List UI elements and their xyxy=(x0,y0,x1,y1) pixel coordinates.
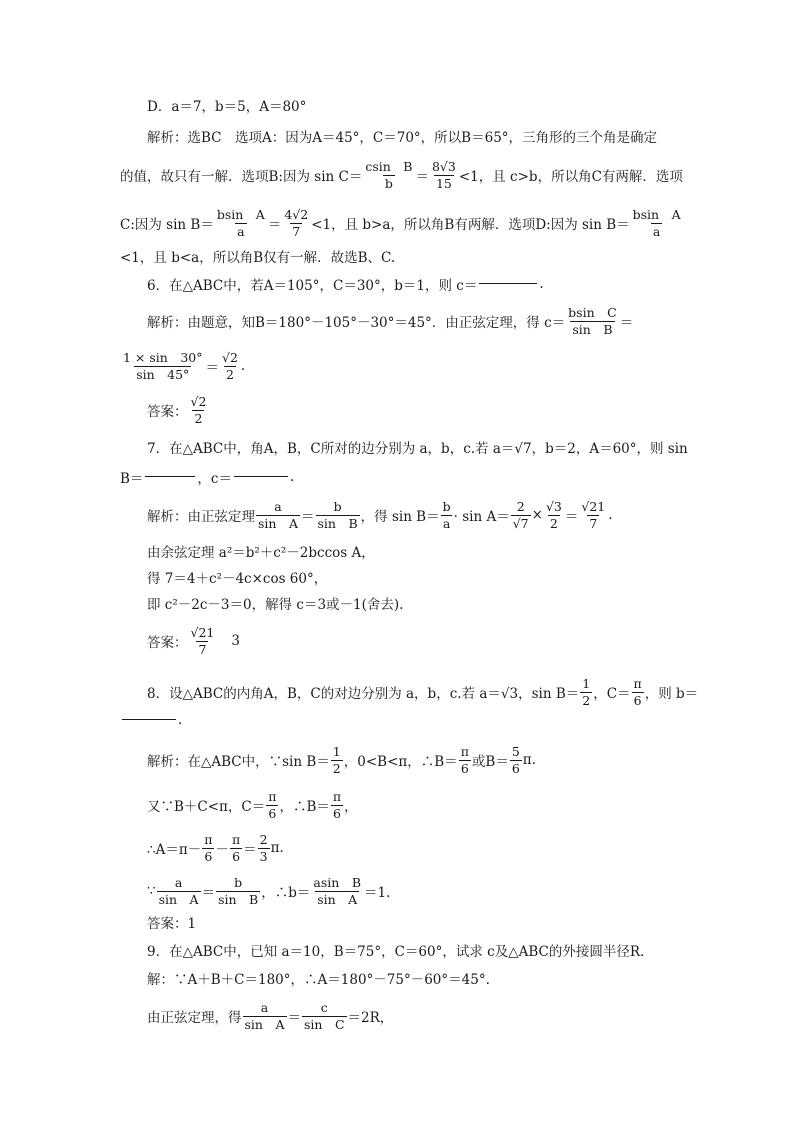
text-l21_f3_num: 2 xyxy=(259,832,268,847)
text-l12e: . xyxy=(608,507,613,524)
text-line xyxy=(147,500,676,531)
answer-blank xyxy=(122,718,176,720)
text-l12_eq1: ＝ xyxy=(301,509,315,526)
text-l16_f_den: 7 xyxy=(198,641,207,657)
text-l7b: ＝ xyxy=(619,315,634,332)
text-l22_f1_num: a xyxy=(174,875,183,890)
answer-blank xyxy=(479,282,537,284)
text-l8e: . xyxy=(240,358,246,375)
text-line xyxy=(120,467,676,487)
text-l3_f2_num: 8√3 xyxy=(431,159,456,174)
text-l3a: 的值，故只有一解．选项B:因为 sin C＝ xyxy=(120,169,363,186)
text-line xyxy=(120,712,676,728)
text-l2: 解析：选BC 选项A：因为A＝45°，C＝70°，所以B＝65°，三角形的三个角是确定 xyxy=(147,130,658,146)
text-l19a: 解析：在△ABC中，∵sin B＝ xyxy=(147,754,330,771)
text-l9_f_num: √2 xyxy=(190,394,207,409)
text-line xyxy=(120,159,683,191)
text-l9a: 答案： xyxy=(147,404,188,421)
text-l4_f1_den: a xyxy=(237,223,245,239)
text-l21b: － xyxy=(215,842,229,859)
text-l20a: 又∵B＋C<π，C＝ xyxy=(147,799,266,816)
fraction xyxy=(430,160,458,191)
text-l12_f4_den: √7 xyxy=(512,515,529,531)
text-l22_f1_den: sin A xyxy=(158,891,199,907)
text-l12_f6_num: √21 xyxy=(581,499,606,514)
fraction xyxy=(202,833,214,864)
text-l3_eq: ＝ xyxy=(415,169,429,186)
text-l26_f2_num: c xyxy=(320,1000,328,1015)
fraction xyxy=(631,208,683,239)
text-line xyxy=(147,541,676,561)
fraction xyxy=(302,1001,347,1032)
text-l20c: ， xyxy=(344,799,358,816)
text-line xyxy=(147,95,676,115)
text-l12_f3_num: b xyxy=(442,499,451,514)
text-l12_f5_num: √3 xyxy=(545,499,562,514)
text-l18e: . xyxy=(178,712,183,728)
fraction xyxy=(316,500,360,531)
text-line xyxy=(147,274,676,294)
text-l26a: 由正弦定理，得 xyxy=(147,1010,242,1027)
fraction xyxy=(258,833,270,864)
text-l22_f2_den: sin B xyxy=(218,891,259,907)
text-l19b: ，0<B<π，∴B＝ xyxy=(343,754,458,771)
fraction xyxy=(566,306,619,337)
text-l3b: <1，且 c>b，所以角C有两解．选项 xyxy=(458,169,683,186)
text-l12_f4_num: 2 xyxy=(516,499,525,514)
text-l22_f2_num: b xyxy=(234,875,243,890)
text-line xyxy=(147,126,676,146)
text-l11c: . xyxy=(289,469,295,485)
text-l21_f1_den: 6 xyxy=(204,848,213,864)
text-l22_f3_den: sin A xyxy=(317,891,358,907)
fraction xyxy=(282,208,310,239)
text-l17a: 8．设△ABC的内角A，B，C的对边分别为 a，b，c.若 a＝√3，sin B＝ xyxy=(147,686,580,703)
text-l17_f1_den: 2 xyxy=(582,692,591,708)
fraction xyxy=(189,626,217,657)
fraction xyxy=(220,351,240,382)
text-l3_f1_num: csin B xyxy=(365,159,413,174)
answer-blank xyxy=(145,475,195,477)
text-l22_f3_num: asin B xyxy=(313,875,362,890)
text-l23: 答案：1 xyxy=(147,916,197,932)
text-l5: <1，且 b<a，所以角B仅有一解．故选B、C. xyxy=(120,250,396,266)
fraction xyxy=(580,677,592,708)
text-l7_f_num: bsin C xyxy=(568,305,617,320)
text-l4_f3_num: bsin A xyxy=(632,207,681,222)
text-l3_f1_den: b xyxy=(384,175,393,191)
text-l20b: ，∴B＝ xyxy=(279,799,330,816)
fraction xyxy=(215,208,267,239)
text-l26_f1_num: a xyxy=(260,1000,269,1015)
text-l17_f1_num: 1 xyxy=(582,676,591,691)
text-line xyxy=(147,676,699,708)
text-l25: 解：∵A＋B＋C＝180°，∴A＝180°－75°－60°＝45°. xyxy=(147,972,490,988)
text-l3_f2_den: 15 xyxy=(435,175,452,191)
text-l19_f2_num: π xyxy=(460,744,469,759)
text-l12_f6_den: 7 xyxy=(589,515,598,531)
fraction xyxy=(579,500,607,531)
text-l4_f1_num: bsin A xyxy=(216,207,265,222)
text-l22b: ，∴b＝ xyxy=(261,885,311,902)
text-l26_f1_den: sin A xyxy=(244,1016,285,1032)
text-line xyxy=(147,437,688,457)
text-line xyxy=(147,626,676,657)
text-l9_f_den: 2 xyxy=(194,410,203,426)
text-l4b: <1，且 b>a，所以角B有两解．选项D:因为 sin B＝ xyxy=(311,217,630,234)
fraction xyxy=(230,833,242,864)
text-l4_f2_num: 4√2 xyxy=(284,207,309,222)
text-l19_f3_num: 5 xyxy=(511,744,520,759)
text-l20_f2_den: 6 xyxy=(333,805,341,821)
fraction xyxy=(256,500,300,531)
text-l7_f_den: sin B xyxy=(572,321,613,337)
text-l26b: ＝2R， xyxy=(347,1010,394,1027)
text-l19_f1_num: 1 xyxy=(332,744,341,759)
text-line xyxy=(147,790,676,821)
text-line xyxy=(120,207,681,239)
text-l21c: ＝ xyxy=(243,842,257,859)
fraction xyxy=(121,351,205,382)
fraction xyxy=(544,500,564,531)
text-l11a: B＝ xyxy=(120,471,144,487)
text-line xyxy=(147,567,676,587)
fraction xyxy=(331,790,343,821)
text-l21_f2_den: 6 xyxy=(232,848,241,864)
text-l6: 6．在△ABC中，若A＝105°，C＝30°，b＝1，则 c＝ xyxy=(147,278,478,294)
text-l11b: ，c＝ xyxy=(197,471,232,487)
text-line xyxy=(147,745,676,776)
text-l13: 由余弦定理 a²＝b²＋c²－2bccos A， xyxy=(147,545,375,561)
text-l19d: π. xyxy=(522,752,536,769)
text-l20_f1_den: 6 xyxy=(268,805,277,821)
text-line xyxy=(120,351,676,382)
text-l12c: · sin A＝ xyxy=(453,509,510,526)
fraction xyxy=(311,876,363,907)
text-l19_f2_den: 6 xyxy=(460,760,469,776)
text-l20_f1_num: π xyxy=(268,789,277,804)
answer-blank xyxy=(234,475,288,477)
text-l15: 即 c²－2c－3＝0，解得 c＝3或－1(舍去). xyxy=(147,597,404,613)
text-l22a: ∵ xyxy=(147,883,156,900)
text-line xyxy=(147,593,676,613)
text-l12_f2_num: b xyxy=(333,499,342,514)
fraction xyxy=(189,395,209,426)
text-l12_f2_den: sin B xyxy=(317,515,358,531)
fraction xyxy=(266,790,278,821)
text-l22_eq: ＝ xyxy=(201,885,216,902)
fraction xyxy=(441,500,453,531)
text-l7a: 解析：由题意，知B＝180°－105°－30°＝45°．由正弦定理，得 c＝ xyxy=(147,315,566,332)
fraction xyxy=(331,745,343,776)
text-l12_f1_den: sin A xyxy=(258,515,298,531)
fraction xyxy=(459,745,471,776)
text-line xyxy=(120,246,676,266)
fraction xyxy=(363,160,414,191)
text-l8_f2_num: √2 xyxy=(222,350,238,365)
text-l14: 得 7＝4＋c²－4c×cos 60°， xyxy=(147,571,328,587)
text-l12_f1_num: a xyxy=(274,499,282,514)
text-line xyxy=(147,306,676,337)
text-l16b: 3 xyxy=(231,633,240,650)
fraction xyxy=(216,876,260,907)
text-l16_f_num: √21 xyxy=(190,625,215,640)
text-l19_f1_den: 2 xyxy=(332,760,341,776)
text-l12_f3_den: a xyxy=(442,515,451,531)
text-l21_f1_num: π xyxy=(204,832,213,847)
text-line xyxy=(147,833,676,864)
fraction xyxy=(510,745,522,776)
text-line xyxy=(147,876,676,907)
text-l17_f2_den: 6 xyxy=(633,692,642,708)
fraction xyxy=(632,677,644,708)
text-line xyxy=(147,940,676,960)
text-l10a: 7．在△ABC中，角A，B，C所对的边分别为 a，b，c.若 a＝√7，b＝2，A＝60°，则 sin xyxy=(147,441,688,457)
text-l4_f3_den: a xyxy=(652,223,661,239)
text-l12_f5_den: 2 xyxy=(549,515,558,531)
text-l17c: ，则 b＝ xyxy=(644,686,699,703)
text-l8_eq: ＝ xyxy=(205,360,219,377)
text-l12a: 解析：由正弦定理 xyxy=(147,509,255,526)
text-l8_f2_den: 2 xyxy=(225,366,234,382)
text-l6e: . xyxy=(539,276,544,292)
text-l17_f2_num: π xyxy=(633,676,642,691)
text-l12d: × xyxy=(531,507,543,524)
text-line xyxy=(147,1001,676,1032)
text-l20_f2_num: π xyxy=(332,789,342,804)
fraction xyxy=(243,1001,287,1032)
text-l26_f2_den: sin C xyxy=(304,1016,345,1032)
text-l8_f1_den: sin 45° xyxy=(136,366,190,382)
text-l12_eq2: ＝ xyxy=(564,509,579,526)
text-l22c: ＝1. xyxy=(364,885,391,902)
text-l4_eq: ＝ xyxy=(267,217,282,234)
text-l4_f2_den: 7 xyxy=(292,223,301,239)
text-l8_f1_num: 1 × sin 30° xyxy=(123,350,203,365)
text-l21_f3_den: 3 xyxy=(259,848,268,864)
text-l21d: π. xyxy=(270,840,284,857)
text-line xyxy=(147,395,676,426)
text-l12b: ，得 sin B＝ xyxy=(360,509,440,526)
text-l4a: C:因为 sin B＝ xyxy=(120,217,214,234)
text-l19c: 或B＝ xyxy=(471,754,509,771)
text-line xyxy=(147,912,676,932)
text-l21_f2_num: π xyxy=(231,832,241,847)
fraction xyxy=(157,876,201,907)
text-l24: 9．在△ABC中，已知 a＝10，B＝75°，C＝60°，试求 c及△ABC的外接圆半径R. xyxy=(147,944,645,960)
text-l17b: ，C＝ xyxy=(593,686,631,703)
fraction xyxy=(511,500,531,531)
text-l21a: ∴A＝π－ xyxy=(147,842,202,859)
text-l19_f3_den: 6 xyxy=(511,760,520,776)
text-l16a: 答案： xyxy=(147,635,188,652)
text-l26_eq: ＝ xyxy=(287,1010,301,1027)
text-l1: D．a＝7，b＝5，A＝80° xyxy=(147,99,307,115)
text-line xyxy=(147,968,676,988)
